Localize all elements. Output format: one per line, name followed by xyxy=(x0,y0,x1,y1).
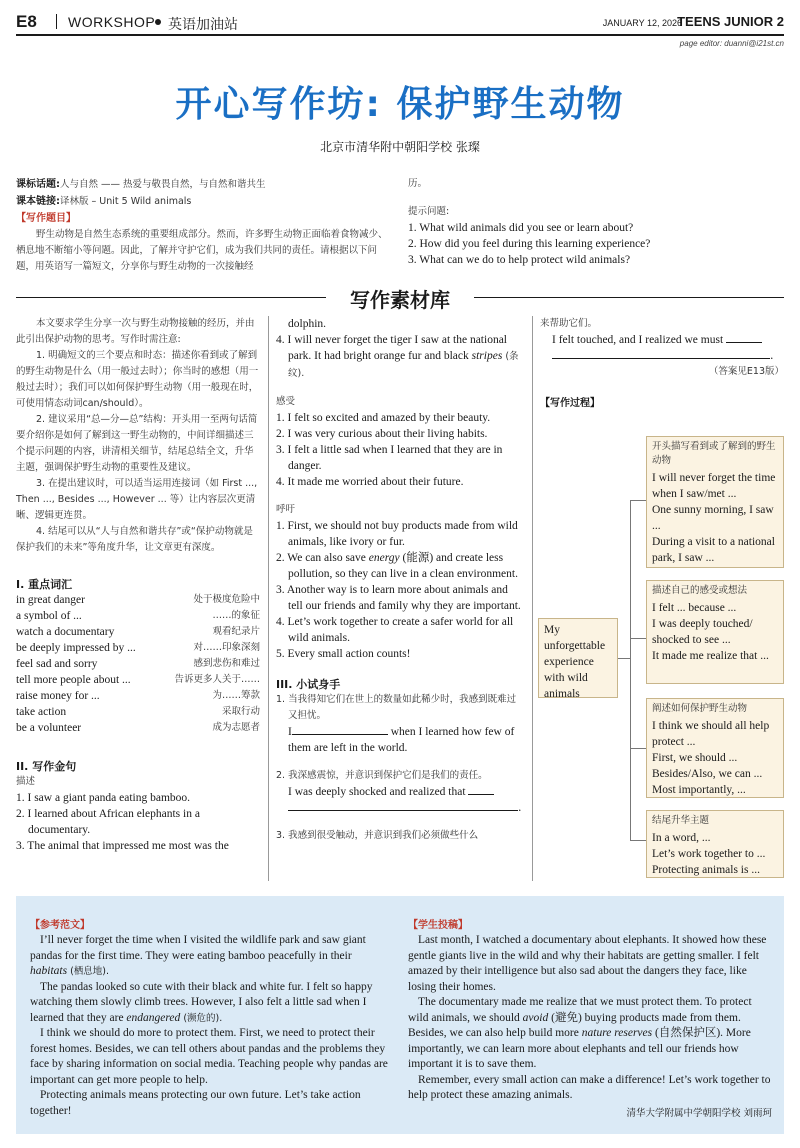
guide-point-4: 4. 结尾可以从“人与自然和谐共存”或“保护动物就是保护我们的未来”等角度升华，让文章更有深度。 xyxy=(16,526,253,553)
sample-p3: I think we should do more to protect them. First, we need to protect their forest homes. Besides, we can tell others about pandas and the problems they face by sharing information on social media. Teaching people why pandas are important can get more people to help. xyxy=(30,1027,388,1086)
vocab-english: feel sad and sorry xyxy=(16,658,98,670)
box-protect-head: 阐述如何保护野生动物 xyxy=(652,703,748,714)
sample-p1-keyword: habitats xyxy=(30,965,68,977)
sample-p1-gloss: (栖息地). xyxy=(67,966,110,977)
hint-2: 2. How did you feel during this learning experience? xyxy=(408,238,651,250)
guide-intro: 本文要求学生分享一次与野生动物接触的经历，并由此引出保护动物的思考。写作时需注意: xyxy=(16,318,255,345)
vocab-chinese: 感到悲伤和难过 xyxy=(193,658,260,669)
call-1: 1. First, we should not buy products made from wild animals, like ivory or fur. xyxy=(276,520,518,548)
try-2-start: I was deeply shocked and realized that xyxy=(288,786,466,798)
mindmap-spine xyxy=(630,500,631,840)
try-1-start: I xyxy=(288,726,292,738)
vocab-english: watch a documentary xyxy=(16,626,115,638)
hint-3: 3. What can we do to help protect wild animals? xyxy=(408,254,631,266)
header-rule xyxy=(16,34,784,36)
try-3-line: . xyxy=(540,348,784,364)
vocab-list xyxy=(16,592,260,736)
sample-p2 xyxy=(30,980,390,1027)
describe-label: 描述 xyxy=(16,776,36,787)
sample-p4: Protecting animals means protecting our own future. Let’s take action together! xyxy=(30,1089,361,1117)
column-name: 英语加油站 xyxy=(168,17,238,33)
mindmap-connector xyxy=(618,658,630,659)
box-ending-line-1: In a word, ... xyxy=(652,832,711,844)
box-opening-head: 开头描写看到或了解到的野生动物 xyxy=(652,441,776,466)
divider-right xyxy=(474,297,784,298)
page-editor: page editor: duanni@i21st.cn xyxy=(679,39,784,48)
describe-4-gloss: (条纹). xyxy=(288,351,519,379)
describe-3: 3. The animal that impressed me most was the xyxy=(16,840,229,852)
sample-p2-gloss: (濒危的). xyxy=(180,1012,223,1024)
textbook-label: 课本链接: xyxy=(16,196,60,207)
student-byline: 清华大学附属中学朝阳学校 刘雨珂 xyxy=(626,1107,772,1119)
column-rule-2 xyxy=(532,316,533,881)
mindmap-box-feelings xyxy=(646,580,784,684)
box-protect-line-4: Most importantly, ... xyxy=(652,784,746,796)
vocab-row xyxy=(16,704,260,720)
feel-3: 3. I felt a little sad when I learned that they are in danger. xyxy=(276,444,503,472)
box-protect-line-1: I think we should all help protect ... xyxy=(652,720,770,748)
vocab-row xyxy=(16,656,260,672)
describe-2: 2. I learned about African elephants in a documentary. xyxy=(16,808,200,836)
try-1-end: when I learned how few of them are left in the world. xyxy=(288,726,515,754)
call-2 xyxy=(276,550,524,582)
student-p2-keyword-2: nature reserves xyxy=(581,1027,653,1039)
box-feelings-head: 描述自己的感受或想法 xyxy=(652,585,748,596)
vocab-chinese: 处于极度危险中 xyxy=(193,594,260,605)
column-3 xyxy=(540,316,784,412)
vocab-chinese: 成为志愿者 xyxy=(212,722,260,733)
try-2-line: . xyxy=(276,800,524,816)
mindmap-box-opening xyxy=(646,436,784,568)
prompt-label: 【写作题目】 xyxy=(16,213,76,224)
box-opening-line-1: I will never forget the time when I saw/met ... xyxy=(652,472,776,500)
vocab-english: a symbol of ... xyxy=(16,610,82,622)
mindmap-center: My unforgettable experience with wild animals xyxy=(538,618,618,698)
vocab-english: in great danger xyxy=(16,594,85,606)
column-2 xyxy=(276,316,524,844)
student-p1: Last month, I watched a documentary about elephants. It showed how these gentle giants live in the wild and why their habitats are getting smaller. I felt amazed by their intelligence but also sad about the dangers they face, like losing their homes. xyxy=(408,934,767,993)
try-3-cn-cont: 来帮助它们。 xyxy=(540,318,598,329)
guide-point-2: 2. 建议采用“总—分—总”结构：开头用一至两句话简要介绍你是如何了解到这一野生动物的，中间详细描述三个提示问题的内容，讲清相关细节，结尾总结全文，升华主题，强调保护野生动物的重要性及建议。 xyxy=(16,414,258,473)
box-opening-line-2: One sunny morning, I saw ... xyxy=(652,504,774,532)
process-label: 【写作过程】 xyxy=(540,398,600,409)
call-2-text: 2. We can also save xyxy=(276,552,369,564)
hint-1: 1. What wild animals did you see or learn about? xyxy=(408,222,634,234)
essay-panel xyxy=(16,896,784,1134)
prompt-continued: 历。 xyxy=(408,178,428,189)
student-p3: Remember, every small action can make a difference! Let’s work together to help protect these amazing animals. xyxy=(408,1073,771,1101)
box-feelings-line-2: I was deeply touched/ shocked to see ... xyxy=(652,618,753,646)
try-3-cn: 3. 我感到很受触动，并意识到我们必须做些什么 xyxy=(276,830,479,841)
vocab-chinese: 为……筹款 xyxy=(212,690,260,701)
vocab-title: I. 重点词汇 xyxy=(16,578,73,591)
vocab-row xyxy=(16,672,260,688)
textbook-value: 译林版 – Unit 5 Wild animals xyxy=(60,196,192,207)
sentences-title: II. 写作金句 xyxy=(16,760,77,773)
describe-4-text: 4. I will never forget the tiger I saw at the national park. It had bright orange fur and black xyxy=(276,334,507,362)
box-ending-head: 结尾升华主题 xyxy=(652,815,710,826)
feel-1: 1. I felt so excited and amazed by their beauty. xyxy=(276,412,491,424)
box-ending-line-2: Let’s work together to ... xyxy=(652,848,766,860)
call-2-gloss: (能源) and create less pollution, so they can live in a clean environment. xyxy=(288,552,518,580)
call-label: 呼吁 xyxy=(276,504,296,515)
box-protect-line-3: Besides/Also, we can ... xyxy=(652,768,763,780)
student-p2 xyxy=(408,995,772,1073)
guide-point-3: 3. 在提出建议时，可以适当运用连接词（如 First ..., Then ..., Besides ..., However ... 等）让内容层次更清晰、逻辑更连贯。 xyxy=(16,478,258,521)
vocab-chinese: 采取行动 xyxy=(221,706,260,717)
feel-label: 感受 xyxy=(276,396,296,407)
box-opening-line-3: During a visit to a national park, I saw ... xyxy=(652,536,775,564)
guide-point-1: 1. 明确短文的三个要点和时态：描述你看到或了解到的野生动物是什么（用一般过去时）；你当时的感想（用一般过去时）；我们可以如何保护野生动物（用一般现在时，可使用情态动词can/should）。 xyxy=(16,350,259,409)
try-1-blank[interactable] xyxy=(292,734,388,735)
vocab-chinese: 观看纪录片 xyxy=(212,626,260,637)
feel-2: 2. I was very curious about their living habits. xyxy=(276,428,488,440)
issue-date: JANUARY 12, 2026 xyxy=(602,18,682,28)
student-p2-gloss-1: (避免) buying products made from them. Besides, we can also help build more xyxy=(408,1011,741,1039)
box-feelings-line-3: It made me realize that ... xyxy=(652,650,769,662)
column-rule-1 xyxy=(268,316,269,881)
feel-4: 4. It made me worried about their future. xyxy=(276,476,464,488)
vocab-english: be deeply impressed by ... xyxy=(16,642,136,654)
box-ending-line-3: Protecting animals is ... xyxy=(652,864,760,876)
student-essay xyxy=(408,916,772,1119)
column-1 xyxy=(16,316,260,854)
call-3: 3. Another way is to learn more about animals and tell our friends and family why they are important. xyxy=(276,584,521,612)
vocab-chinese: 对……印象深刻 xyxy=(193,642,260,653)
try-2-blank-b[interactable] xyxy=(288,810,518,811)
vocab-row xyxy=(16,608,260,624)
describe-1: 1. I saw a giant panda eating bamboo. xyxy=(16,792,191,804)
try-3-blank-a[interactable] xyxy=(726,342,762,343)
vocab-row xyxy=(16,640,260,656)
page-number: E8 xyxy=(16,12,37,31)
section-title: 写作素材库 xyxy=(350,288,450,312)
try-3-start: I felt touched, and I realized we must xyxy=(552,334,724,346)
call-5: 5. Every small action counts! xyxy=(276,648,411,660)
vocab-english: take action xyxy=(16,706,67,718)
try-2-cn: 2. 我深感震惊，并意识到保护它们是我们的责任。 xyxy=(276,770,488,781)
sample-p2-text: The pandas looked so cute with their black and white fur. I felt so happy watching them slowly climb trees. However, I also felt a little sad when I learned that they are xyxy=(30,980,373,1024)
topic-label: 课标话题: xyxy=(16,179,60,190)
page-header xyxy=(16,10,784,34)
call-4: 4. Let’s work together to create a safer world for all wild animals. xyxy=(276,616,514,644)
vocab-row xyxy=(16,624,260,640)
vocab-chinese: 告诉更多人关于…… xyxy=(174,674,260,685)
student-label: 【学生投稿】 xyxy=(408,920,468,931)
mindmap-branch-1 xyxy=(630,500,646,501)
try-1-cn: 1. 当我得知它们在世上的数量如此稀少时，我感到既难过又担忧。 xyxy=(276,694,517,721)
try-3-blank-b[interactable] xyxy=(552,358,770,359)
article-author: 北京市清华附中朝阳学校 张璨 xyxy=(320,140,480,154)
vocab-row xyxy=(16,592,260,608)
vocab-english: raise money for ... xyxy=(16,690,100,702)
mindmap-branch-4 xyxy=(630,840,646,841)
mindmap-box-ending xyxy=(646,810,784,878)
hint-label: 提示问题: xyxy=(408,206,450,217)
bullet-dot-icon xyxy=(155,19,161,25)
mindmap-box-protect xyxy=(646,698,784,798)
try-3-en xyxy=(540,332,784,348)
divider-left xyxy=(16,297,326,298)
header-divider xyxy=(56,14,57,29)
describe-4-keyword: stripes xyxy=(471,350,503,362)
student-p2-keyword: avoid xyxy=(522,1011,549,1024)
sample-p1 xyxy=(30,933,390,980)
mindmap-branch-2 xyxy=(630,638,646,639)
vocab-row xyxy=(16,688,260,704)
sample-label: 【参考范文】 xyxy=(30,920,90,931)
vocab-english: be a volunteer xyxy=(16,722,82,734)
answer-reference: （答案见E13版） xyxy=(708,366,784,377)
try-2-en xyxy=(276,784,524,800)
sample-p1-text: I’ll never forget the time when I visited the wildlife park and saw giant pandas for the first time. They were eating bamboo peacefully in their xyxy=(30,934,366,962)
section-name: WORKSHOP xyxy=(68,14,156,30)
student-p2-text: The documentary made me realize that we must protect them. To protect wild animals, we should xyxy=(408,996,752,1024)
student-p2-gloss-2: (自然保护区). More importantly, we can learn more about elephants and tell our friends how important it is to save them. xyxy=(408,1027,751,1070)
try-title: III. 小试身手 xyxy=(276,678,341,691)
box-feelings-line-1: I felt ... because ... xyxy=(652,602,737,614)
sample-p2-keyword: endangered xyxy=(126,1011,181,1024)
vocab-row xyxy=(16,720,260,736)
vocab-english: tell more people about ... xyxy=(16,674,131,686)
prompt-text: 野生动物是自然生态系统的重要组成部分。然而，许多野生动物正面临着食物减少、栖息地不断缩小等问题。因此，了解并守护它们，成为我们共同的责任。请根据以下问题，用英语写一篇短文，分享你与野生动物的一次接触经 xyxy=(16,229,388,272)
intro-right xyxy=(408,176,784,268)
intro-left xyxy=(16,176,388,275)
describe-3-cont: dolphin. xyxy=(288,318,327,330)
box-protect-line-2: First, we should ... xyxy=(652,752,738,764)
call-2-keyword: energy xyxy=(368,552,400,564)
sample-essay xyxy=(30,916,390,1119)
try-2-blank-a[interactable] xyxy=(468,794,494,795)
mindmap-branch-3 xyxy=(630,748,646,749)
article-title: 开心写作坊: 保护野生动物 xyxy=(175,84,625,125)
try-1-en xyxy=(276,724,524,756)
describe-4 xyxy=(276,332,524,382)
topic-value: 人与自然 —— 热爱与敬畏自然，与自然和谐共生 xyxy=(60,179,266,190)
paper-name: TEENS JUNIOR 2 xyxy=(677,14,784,29)
vocab-chinese: ……的象征 xyxy=(212,610,260,621)
